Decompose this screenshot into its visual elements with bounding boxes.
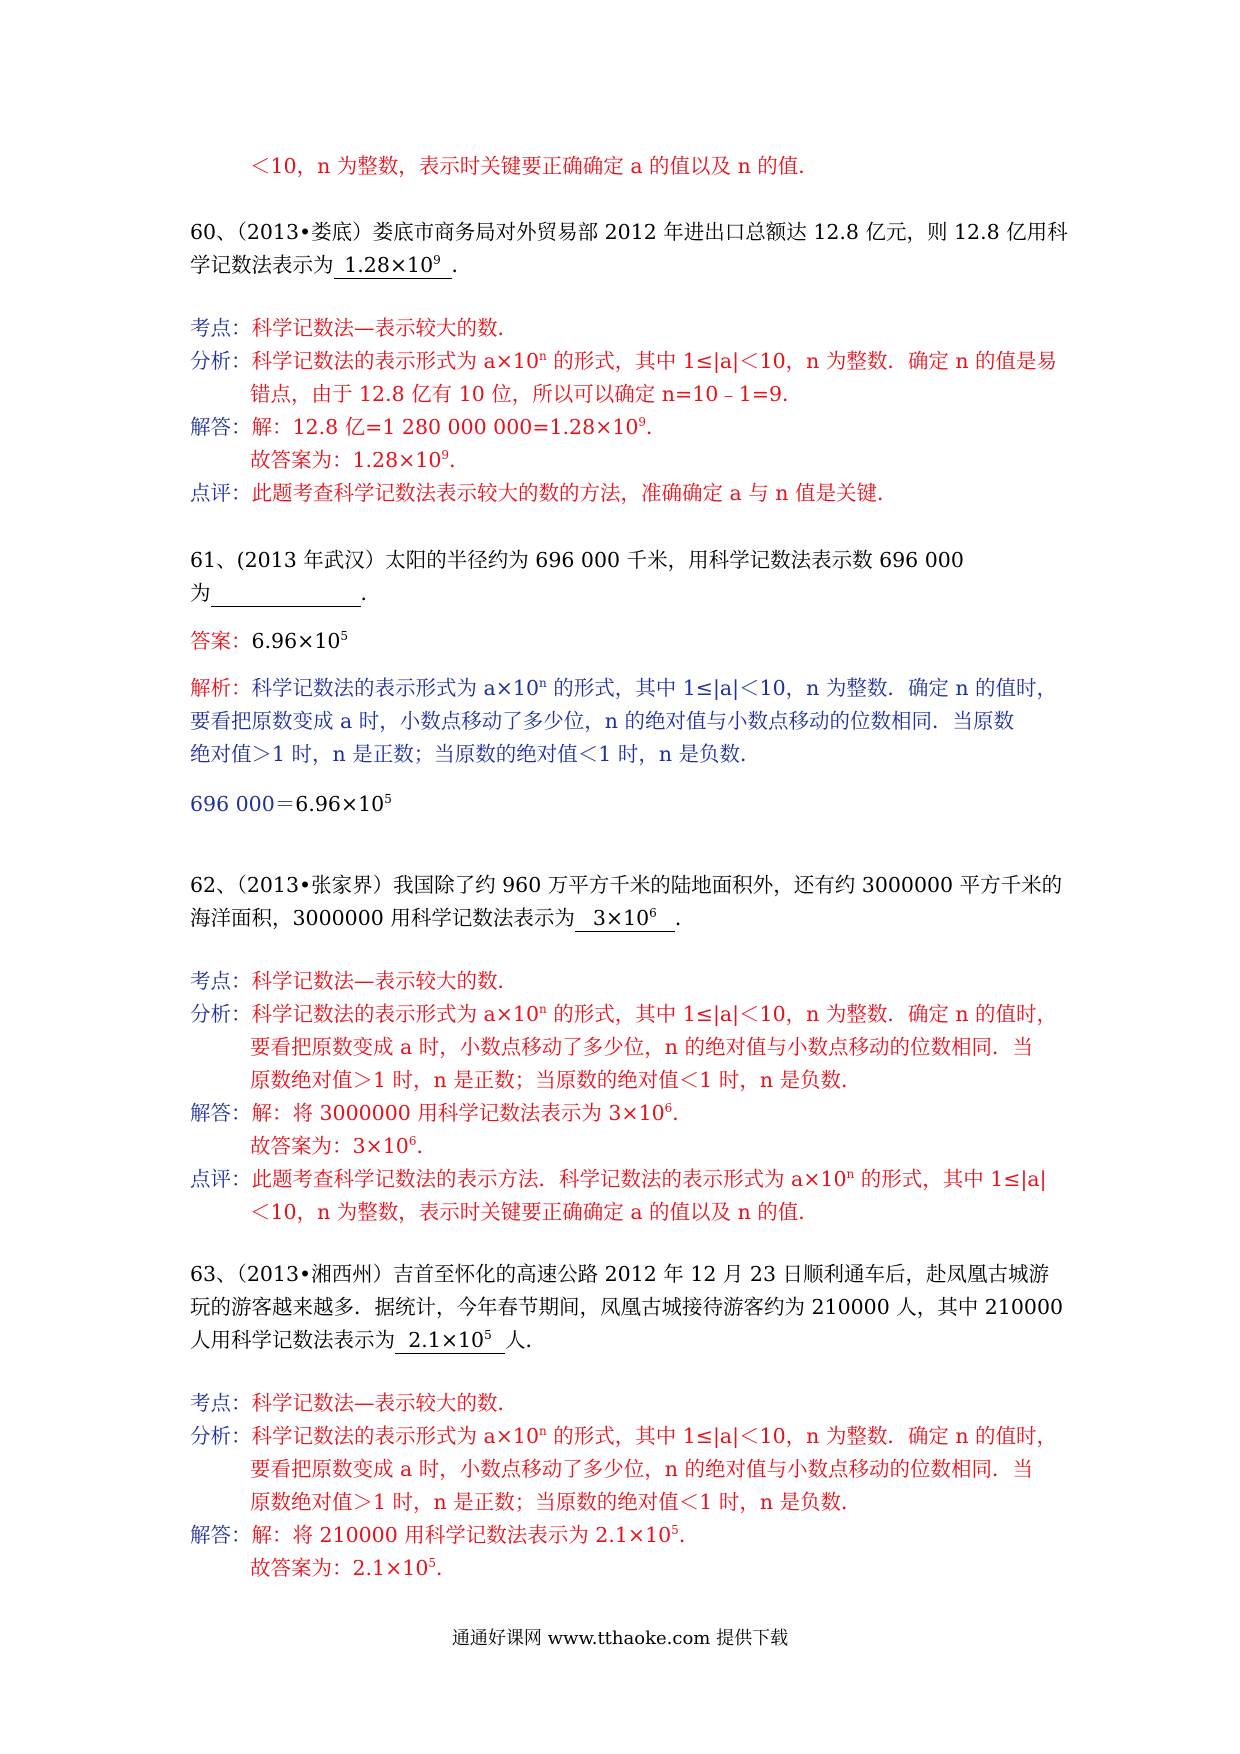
question-text: 学记数法表示为 $1.28\times 10^9$ ． bbox=[190, 253, 472, 277]
answer-blank: $1.28\times 10^9$ bbox=[334, 252, 452, 279]
previous-comment-continuation: ＜10，n 为整数，表示时关键要正确确定 a 的值以及 n 的值． bbox=[250, 154, 819, 178]
answer-blank: $2.1\times 10^5$ bbox=[395, 1327, 505, 1354]
solution-60: 考点：科学记数法—表示较大的数． 分析：科学记数法的表示形式为 $a\times 10^n$ 的形式，其中 1≤|a|＜10，n 为整数．确定 n 的值是易 错点，由于 12.8 亿有 10 位，所以可以确定 n=10﹣1=9． 解答：解：12.8 亿=1 280 000 $000=1.28\times 10^9$． 故答案为：$1.28\times 10^9$． 点评：此题考查科学记数法表示较大的数的方法，准确确定 a 与 n 值是关键． bbox=[190, 316, 1058, 505]
calculation-61: 696 $000=6.96\times 10^5$ bbox=[190, 792, 392, 816]
question-text: 63、（2013•湘西州）吉首至怀化的高速公路 2012 年 12 月 23 日顺利通车后，赴凤凰古城游 bbox=[190, 1262, 1050, 1286]
answer-blank: $3\times 10^6$ bbox=[575, 905, 675, 932]
analysis-61: 解析：科学记数法的表示形式为 $a\times 10^n$ 的形式，其中 1≤|a|＜10，n 为整数．确定 n 的值时， 要看把原数变成 a 时，小数点移动了多少位，n 的绝对值与小数点移动的位数相同．当原数 绝对值＞1 时，n 是正数；当原数的绝对值＜1 时，n 是负数． bbox=[190, 676, 1058, 766]
question-61 bbox=[190, 544, 1060, 610]
question-text: 61、(2013 年武汉）太阳的半径约为 696 000 千米，用科学记数法表示数 696 000 bbox=[190, 548, 964, 572]
solution-63: 考点：科学记数法—表示较大的数． 分析：科学记数法的表示形式为 $a\times 10^n$ 的形式，其中 1≤|a|＜10，n 为整数．确定 n 的值时， 要看把原数变成 a 时，小数点移动了多少位，n 的绝对值与小数点移动的位数相同．当 原数绝对值＞1 时，n 是正数；当原数的绝对值＜1 时，n 是负数． 解答：解：将 210000 用科学记数法表示为 $2.1\times 10^5$． 故答案为：$2.1\times 10^5$． bbox=[190, 1391, 1058, 1580]
solution-62: 考点：科学记数法—表示较大的数． 分析：科学记数法的表示形式为 $a\times 10^n$ 的形式，其中 1≤|a|＜10，n 为整数．确定 n 的值时， 要看把原数变成 a 时，小数点移动了多少位，n 的绝对值与小数点移动的位数相同．当 原数绝对值＞1 时，n 是正数；当原数的绝对值＜1 时，n 是负数． 解答：解：将 3000000 用科学记数法表示为 $3\times 10^6$． 故答案为：$3\times 10^6$． 点评：此题考查科学记数法的表示方法．科学记数法的表示形式为 $a\times 10^n$ 的形式，其中 1≤|a| ＜10，n 为整数，表示时关键要正确确定 a 的值以及 n 的值． bbox=[190, 969, 1058, 1224]
question-60 bbox=[190, 216, 1068, 282]
question-text: 为 ． bbox=[190, 581, 381, 605]
question-62 bbox=[190, 869, 1063, 935]
question-63 bbox=[190, 1258, 1064, 1357]
answer-blank bbox=[211, 580, 361, 607]
answer-61: 答案：$6.96\times 10^5$ bbox=[190, 629, 349, 653]
question-text: 62、（2013•张家界）我国除了约 960 万平方千米的陆地面积外，还有约 3000000 平方千米的 bbox=[190, 873, 1063, 897]
question-text: 玩的游客越来越多．据统计，今年春节期间，凤凰古城接待游客约为 210000 人，其中 210000 bbox=[190, 1295, 1064, 1319]
question-text: 60、（2013•娄底）娄底市商务局对外贸易部 2012 年进出口总额达 12.8 亿元，则 12.8 亿用科 bbox=[190, 220, 1068, 244]
question-text: 海洋面积，3000000 用科学记数法表示为 $3\times 10^6$ ． bbox=[190, 906, 696, 930]
page-footer: 通通好课网 www.tthaoke.com 提供下载 bbox=[451, 1628, 789, 1649]
question-text: 人用科学记数法表示为 $2.1\times 10^5$ 人． bbox=[190, 1328, 546, 1352]
